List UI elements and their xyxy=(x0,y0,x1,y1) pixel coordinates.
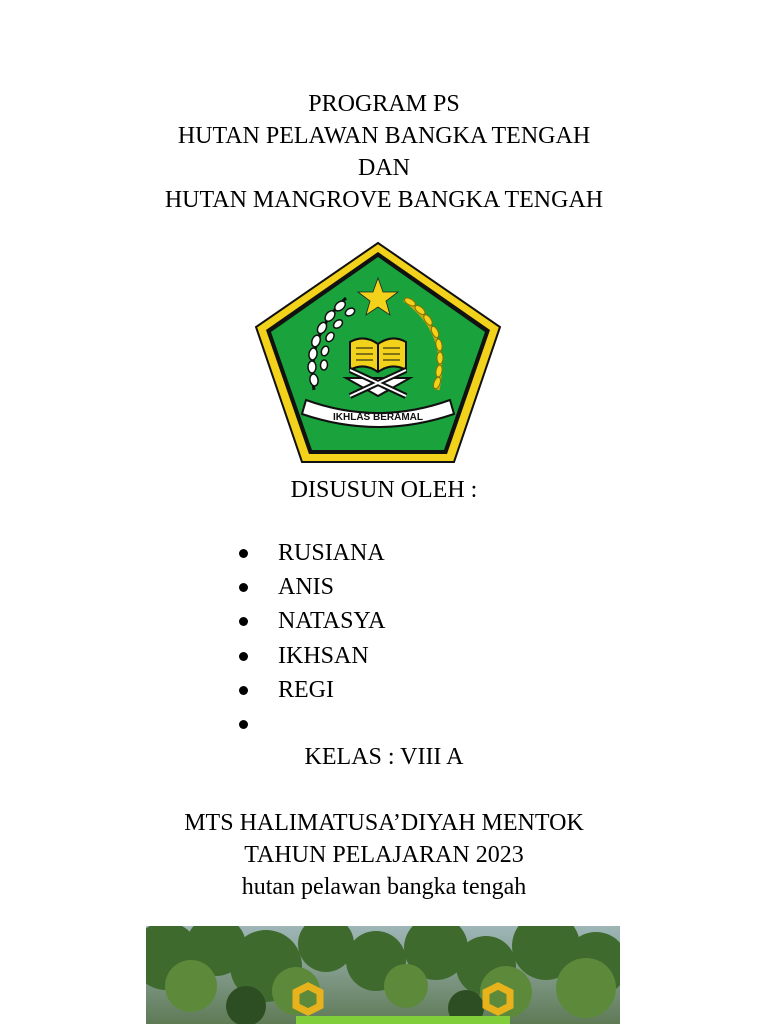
school-name: MTS HALIMATUSA’DIYAH MENTOK xyxy=(184,810,584,836)
school-info xyxy=(0,807,768,903)
bullet-icon xyxy=(239,686,248,695)
academic-year: TAHUN PELAJARAN 2023 xyxy=(244,842,524,868)
forest-entrance-photo xyxy=(146,926,620,1024)
document-title xyxy=(0,88,768,216)
author-list xyxy=(230,536,385,741)
list-item xyxy=(230,639,385,673)
bullet-icon xyxy=(239,617,248,626)
list-item xyxy=(230,673,385,707)
title-line-3: DAN xyxy=(358,155,410,181)
title-line-1: PROGRAM PS xyxy=(308,91,460,117)
kemenag-emblem-logo xyxy=(254,240,502,464)
author-name: ANIS xyxy=(278,574,335,601)
photo-caption: hutan pelawan bangka tengah xyxy=(241,874,527,900)
list-item xyxy=(230,570,385,604)
title-line-2: HUTAN PELAWAN BANGKA TENGAH xyxy=(177,123,591,149)
list-item xyxy=(230,536,385,570)
title-line-4: HUTAN MANGROVE BANGKA TENGAH xyxy=(164,187,604,213)
bullet-icon xyxy=(239,652,248,661)
forest-photo-image xyxy=(146,926,620,1024)
author-name: REGI xyxy=(278,676,334,703)
class-label: KELAS : VIII A xyxy=(304,744,464,770)
bullet-icon xyxy=(239,583,248,592)
emblem-motto: IKHLAS BERAMAL xyxy=(333,412,423,423)
author-heading: DISUSUN OLEH : xyxy=(290,477,478,503)
bullet-icon xyxy=(239,720,248,729)
bullet-icon xyxy=(239,549,248,558)
author-name: IKHSAN xyxy=(278,642,369,669)
list-item xyxy=(230,707,385,741)
author-name: RUSIANA xyxy=(278,540,385,566)
list-item xyxy=(230,604,385,638)
emblem-icon xyxy=(254,240,502,464)
author-name: NATASYA xyxy=(278,608,386,635)
